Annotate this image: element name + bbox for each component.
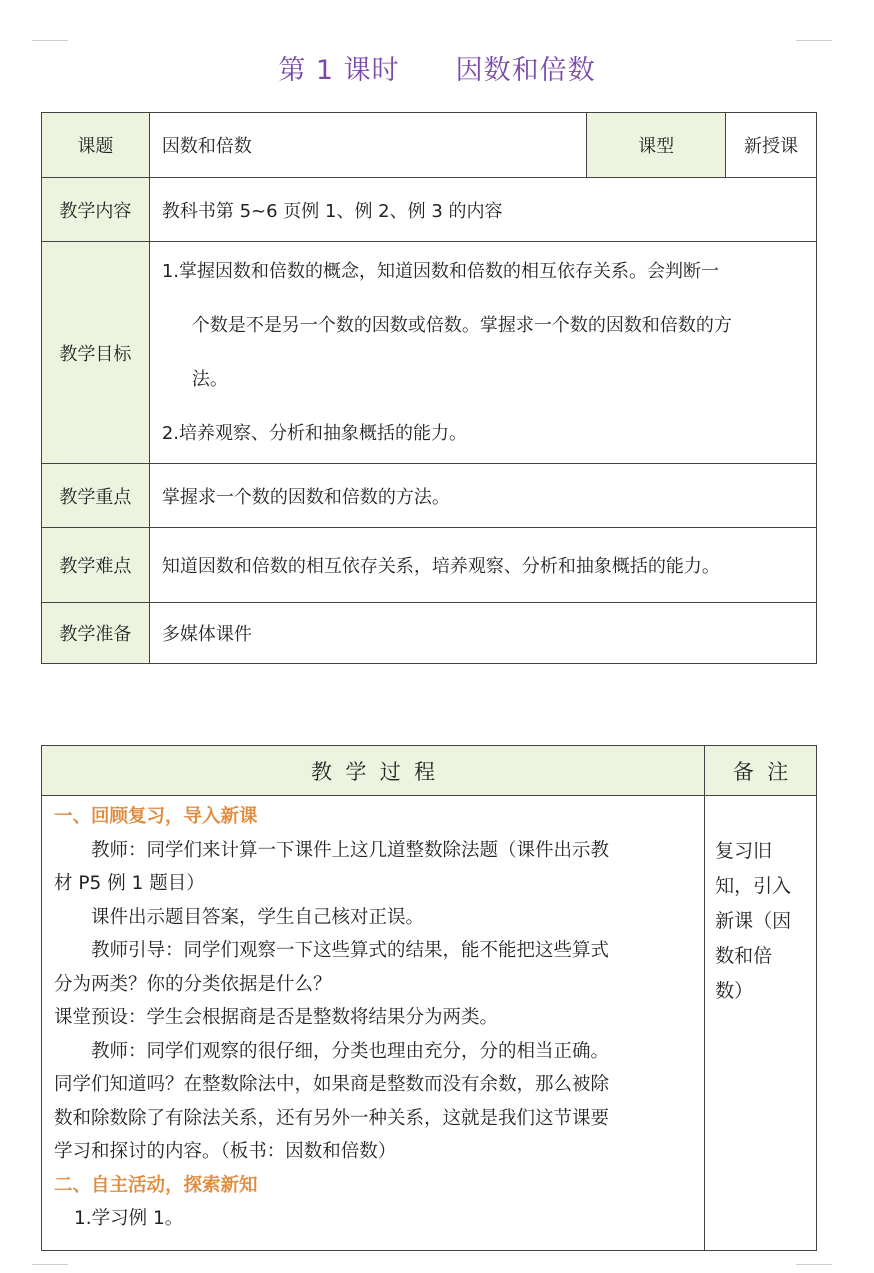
section-heading: 一、回顾复习，导入新课 [54,806,258,827]
info-value-type: 新授课 [726,113,817,178]
goal-line: 2.培养观察、分析和抽象概括的能力。 [161,422,468,444]
paragraph-line: 教师：同学们观察的很仔细，分类也理由充分，分的相当正确。 [91,1040,610,1062]
info-row-content [42,178,817,242]
paragraph-line: 数和除数除了有除法关系，还有另外一种关系，这就是我们这节课要 [54,1107,610,1129]
info-label: 课题 [42,113,150,178]
paragraph-line: 课堂预设：学生会根据商是否是整数将结果分为两类。 [54,1007,499,1028]
goal-line: 个数是不是另一个数的因数或倍数。掌握求一个数的因数和倍数的方 [191,314,732,336]
process-header: 教 学 过 程 [42,746,705,796]
info-row-preparation [42,603,817,664]
paragraph-line: 分为两类？你的分类依据是什么？ [54,973,332,995]
paragraph-line: 同学们知道吗？在整数除法中，如果商是整数而没有余数，那么被除 [54,1074,610,1095]
note-cell [705,796,817,1251]
goal-line: 1.掌握因数和倍数的概念，知道因数和倍数的相互依存关系。会判断一 [161,260,720,282]
info-label: 教学目标 [42,242,150,464]
lesson-info-table [41,112,817,664]
info-value: 多媒体课件 [149,603,816,664]
info-label: 教学难点 [42,528,150,603]
info-label-type: 课型 [587,113,726,178]
note-header: 备 注 [705,746,817,796]
info-row-key-point [42,464,817,528]
info-row-topic [42,113,817,178]
corner-mark-bottom-right [796,1264,832,1265]
info-value: 知道因数和倍数的相互依存关系，培养观察、分析和抽象概括的能力。 [149,528,816,603]
paragraph-line: 教师引导：同学们观察一下这些算式的结果，能不能把这些算式 [91,940,610,961]
goal-line: 法。 [191,368,228,390]
paragraph-line: 教师：同学们来计算一下课件上这几道整数除法题（课件出示教 [91,839,610,861]
info-label: 教学内容 [42,178,150,242]
note-line: 数和倍 [715,945,773,967]
info-row-difficulty [42,528,817,603]
goals-cell [149,242,816,464]
corner-mark-bottom-left [32,1264,68,1265]
info-value: 掌握求一个数的因数和倍数的方法。 [149,464,816,528]
paragraph-line: 课件出示题目答案，学生自己核对正误。 [91,906,425,928]
corner-mark-top-left [32,40,68,41]
teaching-process-table [41,745,817,1251]
note-line: 数） [715,980,754,1002]
page-title [0,48,874,87]
info-label: 教学准备 [42,603,150,664]
section-heading: 二、自主活动，探索新知 [54,1174,258,1196]
process-body [42,796,705,1251]
corner-mark-top-right [796,40,832,41]
note-line: 新课（因 [715,910,792,932]
paragraph-line: 学习和探讨的内容。（板书：因数和倍数） [54,1141,397,1162]
lesson-topic: 因数和倍数 [455,55,596,86]
info-row-goals [42,242,817,464]
info-value: 因数和倍数 [149,113,586,178]
paragraph-line: 1.学习例 1。 [74,1208,184,1229]
info-value: 教科书第 5~6 页例 1、例 2、例 3 的内容 [149,178,816,242]
note-line: 知，引入 [715,875,792,897]
lesson-number: 第 1 课时 [278,55,400,86]
note-line: 复习旧 [715,840,773,862]
paragraph-line: 材 P5 例 1 题目） [54,873,205,894]
info-label: 教学重点 [42,464,150,528]
